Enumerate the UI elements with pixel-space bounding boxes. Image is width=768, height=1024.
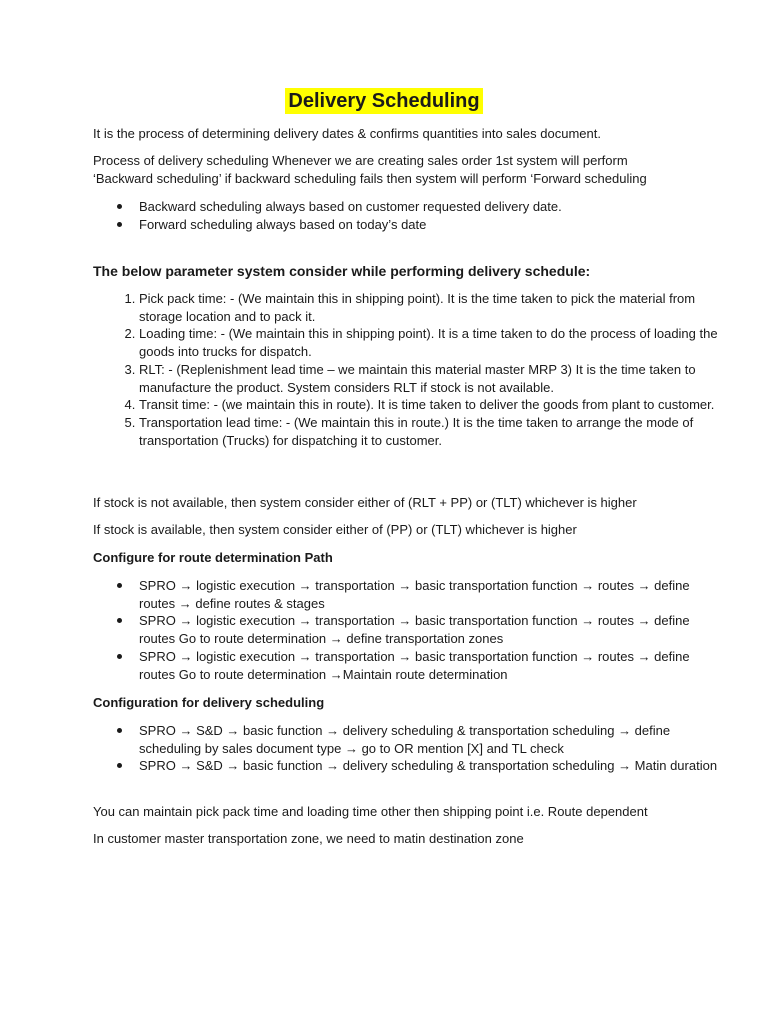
parameter-heading: The below parameter system consider while performing delivery schedule: <box>93 263 591 279</box>
list-item: SPRO → logistic execution → transportation → basic transportation function → routes → define routes Go to route determination → define transportation zones <box>139 612 729 647</box>
config-heading: Configuration for delivery scheduling <box>93 695 325 710</box>
list-item: 4. Transit time: - (we maintain this in route). It is time taken to deliver the goods from plant to customer. <box>139 396 729 414</box>
list-item: 5. Transportation lead time: - (We maintain this in route.) It is the time taken to arrange the mode of transportation (Trucks) for dispatching it to customer. <box>139 414 729 449</box>
route-bullet-list <box>93 577 729 683</box>
list-item: SPRO → S&D → basic function → delivery scheduling & transportation scheduling → Matin duration <box>139 757 729 775</box>
intro-paragraph-2: Process of delivery scheduling Whenever we are creating sales order 1st system will perform ‘Backward scheduling’ if backward scheduling fails then system will perform ‘Forward scheduling <box>93 153 647 186</box>
config-bullet-list <box>93 722 729 775</box>
route-heading: Configure for route determination Path <box>93 550 333 565</box>
note-paragraph-1: You can maintain pick pack time and loading time other then shipping point i.e. Route dependent <box>93 804 648 819</box>
list-item: SPRO → logistic execution → transportation → basic transportation function → routes → define routes Go to route determination →Maintain route determination <box>139 648 729 683</box>
list-item: SPRO → logistic execution → transportation → basic transportation function → routes → define routes → define routes & stages <box>139 577 729 612</box>
list-item: 2. Loading time: - (We maintain this in shipping point). It is a time taken to do the process of loading the goods into trucks for dispatch. <box>139 325 729 360</box>
stock-not-available-text: If stock is not available, then system consider either of (RLT + PP) or (TLT) whichever is higher <box>93 495 637 510</box>
list-item: 3. RLT: - (Replenishment lead time – we maintain this material master MRP 3) It is the time taken to manufacture the product. System considers RLT if stock is not available. <box>139 361 729 396</box>
list-item: 1. Pick pack time: - (We maintain this in shipping point). It is the time taken to pick the material from storage location and to pack it. <box>139 290 729 325</box>
scheduling-bullet-list <box>93 198 729 233</box>
list-item: Backward scheduling always based on customer requested delivery date. <box>139 198 729 216</box>
stock-available-text: If stock is available, then system consider either of (PP) or (TLT) whichever is higher <box>93 522 577 537</box>
list-item: SPRO → S&D → basic function → delivery scheduling & transportation scheduling → define scheduling by sales document type → go to OR mention [X] and TL check <box>139 722 729 757</box>
parameter-numbered-list <box>93 290 729 449</box>
title-wrap <box>0 88 768 114</box>
page-title: Delivery Scheduling <box>285 88 482 114</box>
note-paragraph-2: In customer master transportation zone, we need to matin destination zone <box>93 831 524 846</box>
intro-paragraph-1: It is the process of determining delivery dates & confirms quantities into sales document. <box>93 126 601 141</box>
list-item: Forward scheduling always based on today’s date <box>139 216 729 234</box>
